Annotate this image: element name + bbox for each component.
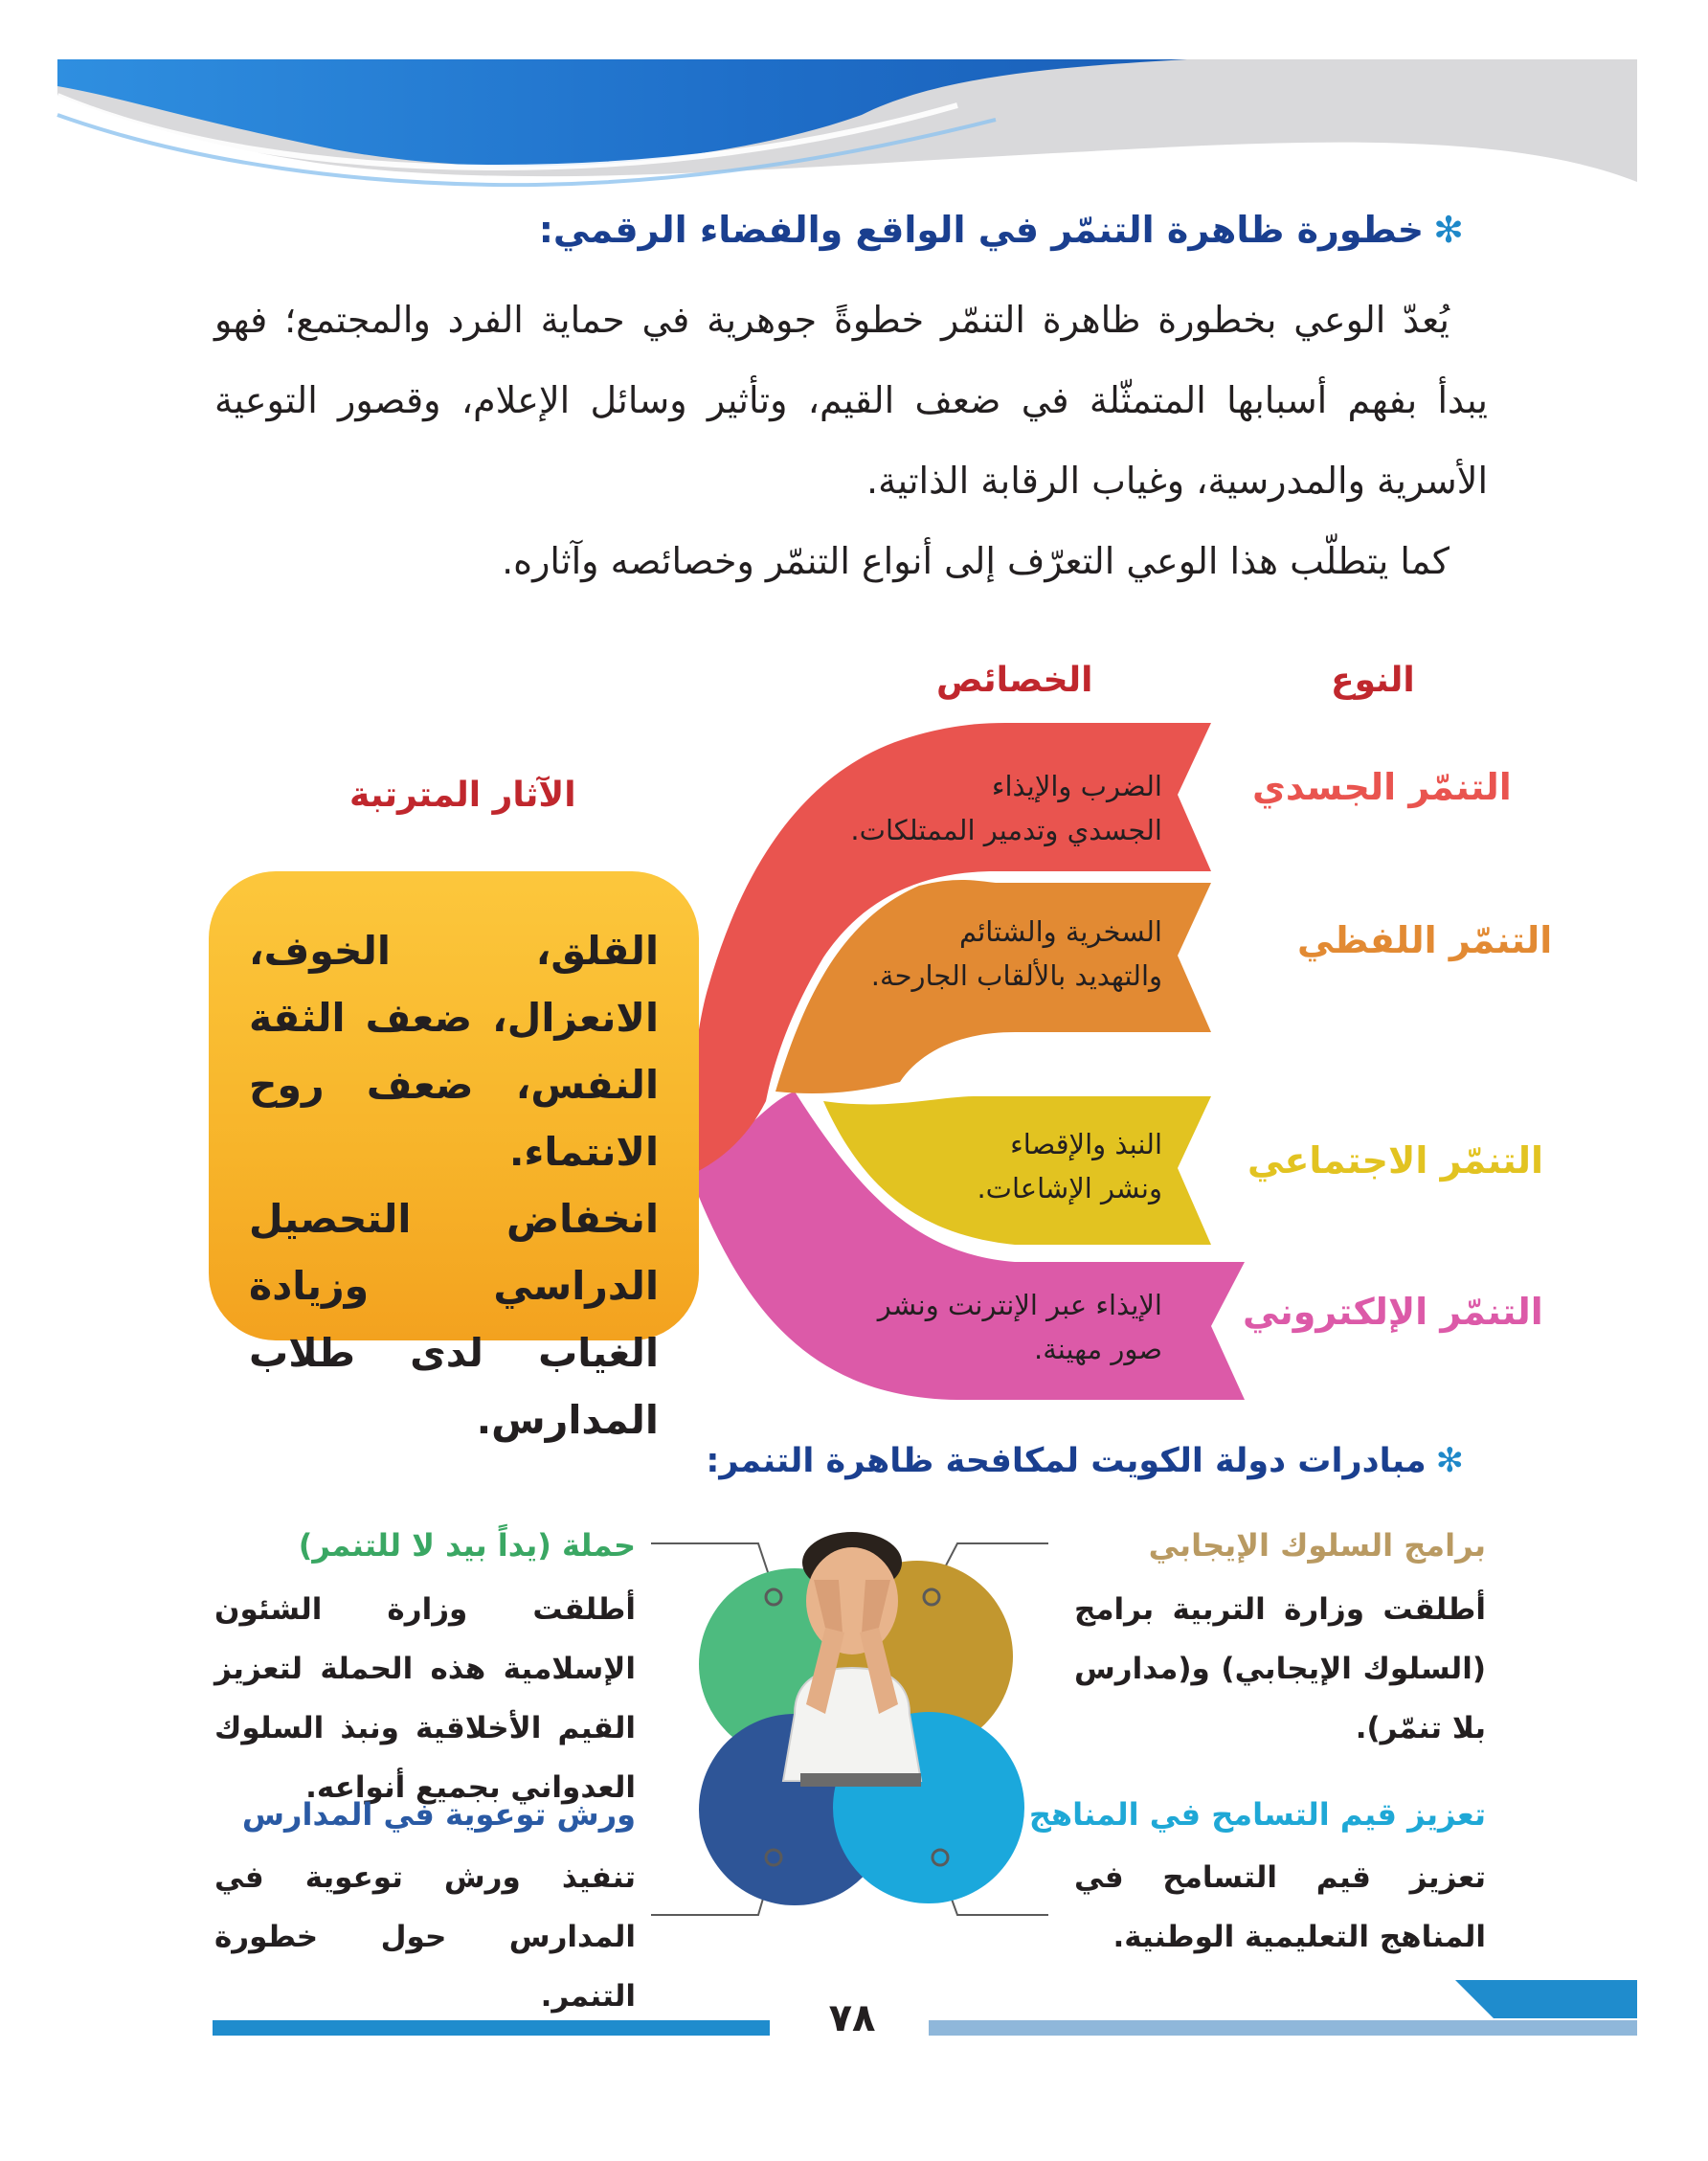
characteristic-electronic-line2: صور مهينة. bbox=[1034, 1333, 1162, 1365]
asterisk-icon-2: ✻ bbox=[1435, 1442, 1464, 1480]
characteristic-social-line2: ونشر الإشاعات. bbox=[977, 1172, 1162, 1204]
characteristic-verbal-line1: السخرية والشتائم bbox=[958, 915, 1162, 948]
footer-bar-left bbox=[213, 2020, 770, 2036]
characteristic-social-line1: النبذ والإقصاء bbox=[1010, 1128, 1162, 1160]
initiative-positive-behavior-body: أطلقت وزارة التربية برامج (السلوك الإيجابي) و(مدارس بلا تنمّر). bbox=[1074, 1592, 1486, 1745]
initiative-workshops-body: تنفيذ ورش توعوية في المدارس حول خطورة التنمر. bbox=[214, 1860, 636, 2014]
initiative-tolerance-body: تعزيز قيم التسامح في المناهج التعليمية الوطنية. bbox=[1074, 1860, 1486, 1954]
column-header-effects: الآثار المترتبة bbox=[349, 776, 576, 815]
column-header-type: النوع bbox=[1331, 661, 1415, 700]
type-label-social: التنمّر الاجتماعي bbox=[1247, 1139, 1544, 1182]
effects-part1: القلق، الخوف، الانعزال، ضعف الثقة النفس، ضعف روح الانتماء. bbox=[249, 928, 659, 1175]
effects-part2: انخفاض التحصيل الدراسي وزيادة الغياب لدى طلاب المدارس. bbox=[249, 1196, 659, 1443]
type-label-electronic: التنمّر الإلكتروني bbox=[1243, 1291, 1543, 1333]
characteristic-physical-line1: الضرب والإيذاء bbox=[991, 770, 1162, 802]
section-title-text: خطورة ظاهرة التنمّر في الواقع والفضاء الرقمي: bbox=[538, 209, 1425, 251]
type-label-verbal: التنمّر اللفظي bbox=[1297, 919, 1553, 961]
initiative-workshops-title: ورش توعوية في المدارس bbox=[241, 1796, 636, 1833]
characteristic-verbal-line2: والتهديد بالألقاب الجارحة. bbox=[870, 959, 1162, 992]
page-number: ٧٨ bbox=[828, 1996, 876, 2040]
initiative-tolerance-title: تعزيز قيم التسامح في المناهج bbox=[1028, 1796, 1486, 1833]
type-label-physical: التنمّر الجسدي bbox=[1252, 766, 1512, 808]
initiative-positive-behavior-title: برامج السلوك الإيجابي bbox=[1148, 1527, 1486, 1564]
paragraph-1: يُعدّ الوعي بخطورة ظاهرة التنمّر خطوةً جوهرية في حماية الفرد والمجتمع؛ فهو يبدأ بفهم أسبابها المتمثّلة في ضعف القيم، وتأثير وسائل الإعلام، وقصور التوعية الأسرية والمدرسية، وغياب الرقابة الذاتية. bbox=[214, 299, 1488, 502]
initiative-hand-in-hand-body: أطلقت وزارة الشئون الإسلامية هذه الحملة لتعزيز القيم الأخلاقية ونبذ السلوك العدواني بجميع أنواعه. bbox=[214, 1592, 636, 1805]
section2-title-text: مبادرات دولة الكويت لمكافحة ظاهرة التنمر: bbox=[706, 1442, 1427, 1480]
asterisk-icon: ✻ bbox=[1433, 209, 1464, 251]
footer-corner-accent bbox=[1455, 1980, 1637, 2037]
paragraph-2: كما يتطلّب هذا الوعي التعرّف إلى أنواع التنمّر وخصائصه وآثاره. bbox=[502, 540, 1450, 582]
characteristic-physical-line2: الجسدي وتدمير الممتلكات. bbox=[850, 814, 1162, 846]
characteristic-electronic-line1: الإيذاء عبر الإنترنت ونشر bbox=[877, 1289, 1162, 1321]
initiative-hand-in-hand-title: حملة (يداً بيد لا للتنمر) bbox=[298, 1527, 636, 1564]
column-header-characteristics: الخصائص bbox=[936, 661, 1093, 700]
